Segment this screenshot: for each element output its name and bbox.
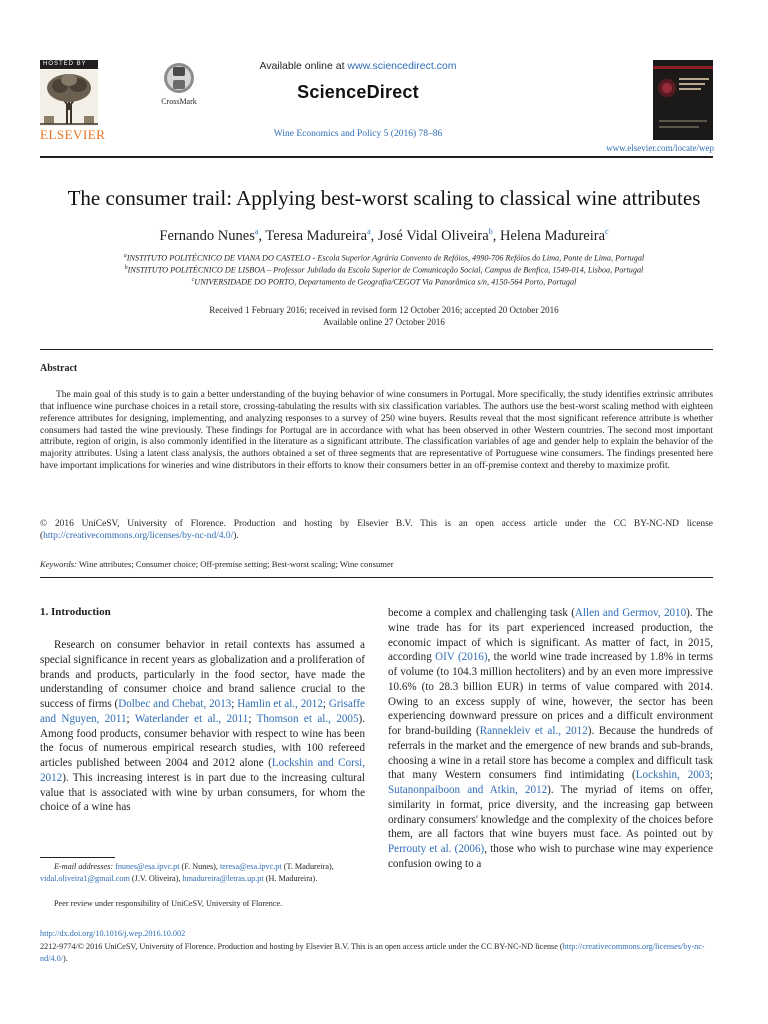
author-name: José Vidal Oliveira <box>377 227 489 244</box>
citation-link[interactable]: Dolbec and Chebat, 2013 <box>118 698 232 710</box>
affiliation-line <box>20 253 748 263</box>
keywords-line <box>40 559 713 569</box>
author-name: Helena Madureira <box>499 227 606 244</box>
body-text: , the world wine trade increased by 1.8% in terms of volume (to 104.3 million hectoliters) and by an even more impressive 10.6% (to 28.3 billion EUR) in terms of value compared with 2014. Owing to an excess supply of wine, however, the sector has been experiencing downward pressure on prices and a difficult environment for brand-building ( <box>388 651 713 737</box>
affiliation-text: UNIVERSIDADE DO PORTO, Departamento de Geografia/CEGOT Via Panorâmica s/n, 4150-564 Porto, Portugal <box>194 277 577 287</box>
affiliation-line <box>20 277 748 287</box>
copyright-suffix: ). <box>233 530 239 541</box>
citation-link[interactable]: Allen and Germov, 2010 <box>574 607 687 619</box>
footnote-text: (F. Nunes), <box>179 862 221 871</box>
issn-license-suffix: ). <box>62 954 68 963</box>
copyright-text: © 2016 UniCeSV, University of Florence. Production and hosting by Elsevier B.V. This is an open access article under the CC BY-NC-ND license ( <box>40 519 713 541</box>
header-divider <box>40 156 713 158</box>
abstract-divider-bottom <box>40 577 713 578</box>
author-name: Teresa Madureira <box>265 227 368 244</box>
keywords-label: Keywords: <box>40 559 77 569</box>
email-label: E-mail addresses: <box>54 862 114 871</box>
journal-cover-image <box>653 60 713 140</box>
citation-link[interactable]: Thomson et al., 2005 <box>256 712 359 725</box>
section-heading-introduction: 1. Introduction <box>40 606 111 618</box>
received-dates: Received 1 February 2016; received in revised form 12 October 2016; accepted 20 October 2016 <box>209 305 559 315</box>
citation-link[interactable]: Lockshin, 2003 <box>635 769 710 782</box>
abstract-copyright <box>40 519 713 543</box>
footnote-text: (T. Madureira), <box>281 862 334 871</box>
doi-link[interactable]: http://dx.doi.org/10.1016/j.wep.2016.10.002 <box>40 929 186 938</box>
available-online-line <box>200 60 516 72</box>
peer-review-note <box>40 873 365 910</box>
body-text: ). The wine trade has for its part experienced increased production, the economic impact of which is significant. As matter of fact, in 2015, according <box>388 607 713 664</box>
article-title: The consumer trail: Applying best-worst scaling to classical wine attributes <box>67 186 701 210</box>
issn-license-line <box>40 941 713 965</box>
body-text: ). This increasing interest is in part due to the increasing cultural value that is associated with wine by urban consumers, for whom the choice of a wine has <box>40 771 365 814</box>
crossmark-label: CrossMark <box>161 97 197 106</box>
citation-link[interactable]: Sutanonpaiboon and Atkin, 2012 <box>388 784 548 796</box>
citation-link[interactable]: Waterlander et al., 2011 <box>134 712 249 725</box>
citation-link[interactable]: Lockshin and Corsi, 2012 <box>40 757 365 784</box>
email-link[interactable]: hmadureira@letras.up.pt <box>182 874 264 884</box>
abstract-body: The main goal of this study is to gain a better understanding of the buying behavior of wine consumers in Portugal. More specifically, the study identifies extrinsic attributes that influence wine purchase choices in a retail store, crossing-tabulating the results with six classification variables. The authors use the best-worst scaling method with eighteen reference attributes for designing, implementing, and analyzing responses to a survey of 250 wine buyers. Results reveal that the most significant reference attribute is whether consumers had tasted the wine previously. These findings for Portugal are in accordance with what has been observed in other Western countries. The second most important attribute, region of origin, is also commonly identified in the literature as a significant attribute. The classification variables of age and gender help to explain the behavior of the majority attributes. Using a latent class analysis, the authors obtained a set of three segments that are representative of Portuguese wine consumers. The findings presented here have important implications for wineries and wine distributors in their efforts to know their consumers better in an off-premise context and thereby to maximize profit. <box>40 390 713 472</box>
author-affiliation-marker[interactable]: c <box>605 227 609 236</box>
citation-link[interactable]: OIV (2016) <box>435 651 488 664</box>
author-affiliation-marker[interactable]: a <box>367 227 371 236</box>
body-text: become a complex and challenging task ( <box>388 607 575 619</box>
body-column-left <box>40 638 365 815</box>
cc-license-link[interactable]: http://creativecommons.org/licenses/by-nc-nd/4.0/ <box>43 530 234 541</box>
footnote-text: (J.V. Oliveira), <box>129 874 183 884</box>
body-text: ; <box>126 712 135 725</box>
issn-license-text: 2212-9774/© 2016 UniCeSV, University of Florence. Production and hosting by Elsevier B.V. This is an open access article under the CC BY-NC-ND license ( <box>40 942 563 951</box>
footnote-text: (H. Madureira). <box>263 874 318 884</box>
peer-review-text: Peer review under responsibility of UniCeSV, University of Florence. <box>54 898 283 908</box>
available-online-date: Available online 27 October 2016 <box>323 317 445 327</box>
abstract-heading: Abstract <box>40 363 78 374</box>
footnote-divider <box>40 857 115 858</box>
citation-link[interactable]: Rannekleiv et al., 2012 <box>479 725 588 737</box>
sciencedirect-logo: ScienceDirect <box>297 82 419 102</box>
author-affiliation-marker[interactable]: b <box>488 227 493 236</box>
affiliation-text: INSTITUTO POLITÉCNICO DE VIANA DO CASTELO - Escola Superior Agrária Convento de Refóios, 4990-706 Refóios do Lima, Ponte de Lima, Portugal <box>126 253 645 263</box>
body-column-right <box>388 606 713 872</box>
sciencedirect-url-link[interactable]: www.sciencedirect.com <box>347 60 457 72</box>
email-link[interactable]: fnunes@esa.ipvc.pt <box>115 862 180 871</box>
body-text: ). The myriad of items on offer, similarity in format, price diversity, and the increasing gap between ordinary consumers' knowledge and the complexity of the choices before them, are all factors that wine buyers must face. As pointed out by <box>388 784 713 841</box>
body-text: ; <box>322 698 329 710</box>
email-link[interactable]: vidal.oliveira1@gmail.com <box>40 874 130 884</box>
journal-homepage-link[interactable]: www.elsevier.com/locate/wep <box>606 143 714 153</box>
email-link[interactable]: teresa@esa.ipvc.pt <box>220 862 282 871</box>
citation-link[interactable]: Perrouty et al. (2006) <box>388 843 485 855</box>
citation-link[interactable]: Grisaffe and Nguyen, 2011 <box>40 698 365 725</box>
author-name: Fernando Nunes <box>159 227 255 244</box>
affiliation-marker: a <box>123 253 127 259</box>
author-affiliation-marker[interactable]: a <box>254 227 259 236</box>
body-text: Research on consumer behavior in retail contexts has assumed a special significance in recent years as globalization and a proliferation of brands and products, particularly in the food sector, have made the understanding of consumer choice and brand salience crucial to the success of firms ( <box>40 639 365 710</box>
hosted-by-label: HOSTED BY <box>40 60 98 69</box>
affiliation-marker: b <box>124 265 128 271</box>
affiliation-text: INSTITUTO POLITÉCNICO DE LISBOA – Professor Jubilado da Escola Superior de Comunicação Social, Campus de Benfica, 1549-014, Lisboa, Portugal <box>127 265 644 275</box>
body-text: ; <box>231 698 238 710</box>
author-list: Fernando Nunes$^a$, Teresa Madureira$^a$, José Vidal Oliveira$^b$, Helena Madureira$^c$ <box>159 227 609 244</box>
body-text: ). Because the hundreds of referrals in the market and the emergence of new brands and sub-brands, choosing a wine in a retail store has become a complex and difficult task that many Western consumers find intimidating ( <box>388 725 713 782</box>
abstract-divider-top <box>40 349 713 350</box>
elsevier-tree-logo-icon <box>40 70 98 126</box>
affiliation-line <box>20 265 748 275</box>
publisher-wordmark: ELSEVIER <box>40 127 106 142</box>
available-online-prefix: Available online at <box>259 60 348 72</box>
body-text: , those who wish to purchase wine may experience confusion owing to a <box>388 843 713 870</box>
body-text: ; <box>709 769 713 782</box>
cc-license-link[interactable]: http://creativecommons.org/licenses/by-nc-nd/4.0/ <box>40 942 705 963</box>
affiliation-marker: c <box>191 277 195 283</box>
citation-link[interactable]: Hamlin et al., 2012 <box>237 698 323 710</box>
body-text: ; <box>248 712 257 725</box>
journal-reference: Wine Economics and Policy 5 (2016) 78–86 <box>273 129 443 139</box>
keywords-list: Wine attributes; Consumer choice; Off-premise setting; Best-worst scaling; Wine consumer <box>76 559 394 569</box>
body-text: ). Among food products, consumer behavior with respect to wine has been the focus of numerous empirical research studies, with 100 refereed articles published between 2004 and 2012 alone ( <box>40 712 365 769</box>
